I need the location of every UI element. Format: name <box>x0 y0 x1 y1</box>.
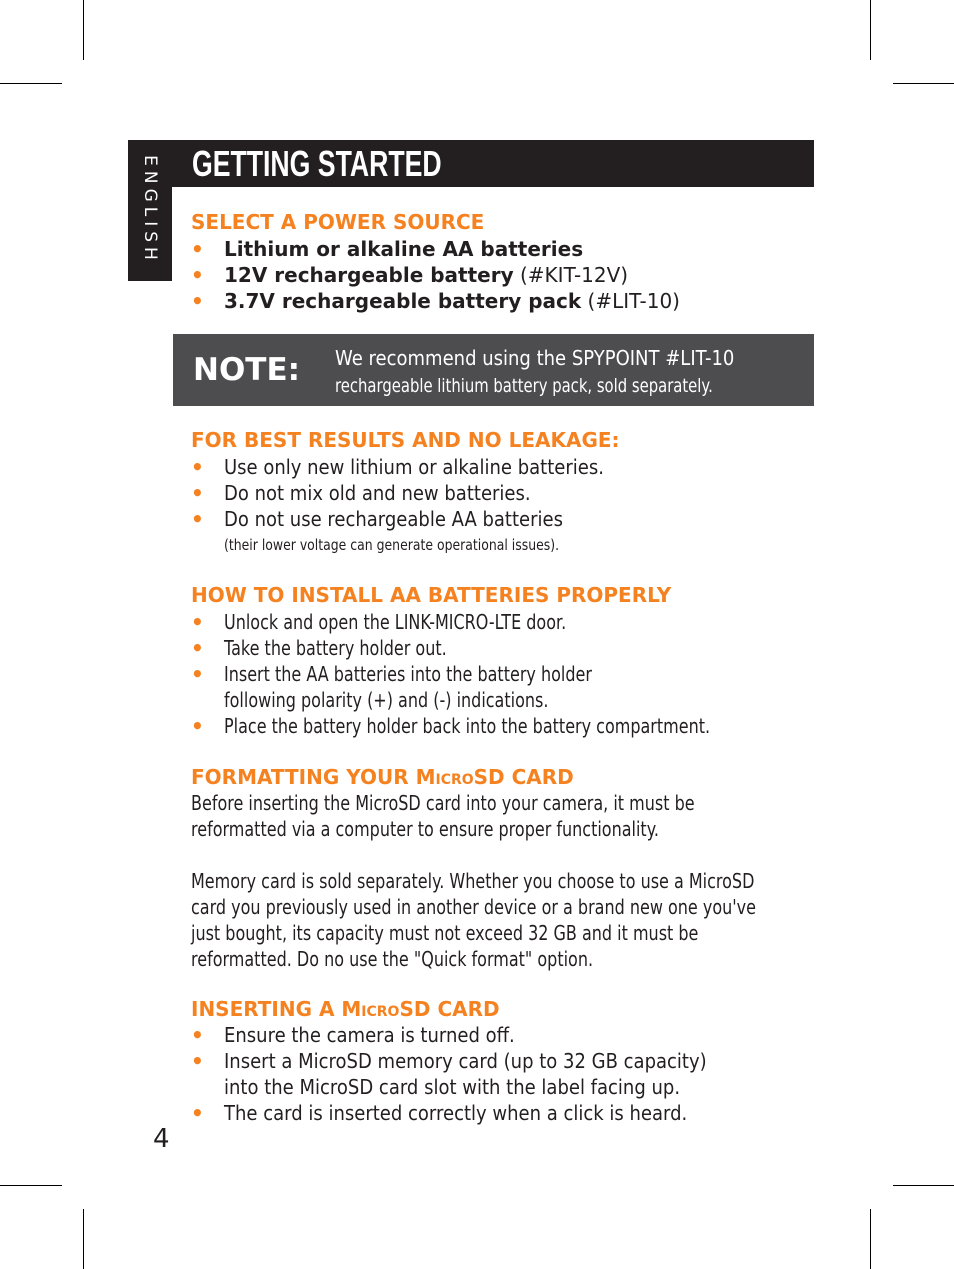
formatting-heading: FORMATTING YOUR MICROSD CARD <box>191 765 574 789</box>
note-box <box>173 334 814 406</box>
bullet-icon: • <box>191 610 204 634</box>
note-text-line1: We recommend using the SPYPOINT #LIT-10 <box>335 346 735 370</box>
section-title: GETTING STARTED <box>192 143 442 184</box>
install-heading: HOW TO INSTALL AA BATTERIES PROPERLY <box>191 583 672 607</box>
list-item-text: Place the battery holder back into the battery compartment. <box>224 714 711 738</box>
crop-mark <box>893 1185 954 1186</box>
best-results-heading: FOR BEST RESULTS AND NO LEAKAGE: <box>191 428 620 452</box>
language-tab <box>128 140 172 281</box>
bullet-icon: • <box>191 1101 204 1125</box>
note-label: NOTE: <box>193 352 301 388</box>
language-tab-label: ENGLISH <box>140 155 160 265</box>
bullet-icon: • <box>191 714 204 738</box>
bullet-icon: • <box>191 289 204 313</box>
list-item-bold: Lithium or alkaline AA batteries <box>224 237 584 261</box>
paragraph-line: reformatted via a computer to ensure proper functionality. <box>191 817 659 841</box>
bullet-icon: • <box>191 455 204 479</box>
paragraph-line: just bought, its capacity must not exceed 32 GB and it must be <box>191 921 699 945</box>
list-item-text: Do not mix old and new batteries. <box>224 481 531 505</box>
list-item-text: (#KIT-12V) <box>513 263 629 287</box>
bullet-icon: • <box>191 481 204 505</box>
power-source-heading: SELECT A POWER SOURCE <box>191 210 485 234</box>
paragraph-line: Memory card is sold separately. Whether you choose to use a MicroSD <box>191 869 755 893</box>
paragraph-line: Before inserting the MicroSD card into your camera, it must be <box>191 791 695 815</box>
crop-mark <box>893 83 954 84</box>
list-item-text: Insert the AA batteries into the battery holder <box>224 662 592 686</box>
list-item-text: Do not use rechargeable AA batteries <box>224 507 563 531</box>
list-item-bold: 12V rechargeable battery <box>224 263 514 287</box>
crop-mark <box>83 1209 84 1269</box>
bullet-icon: • <box>191 263 204 287</box>
title-bar <box>172 140 814 187</box>
bullet-icon: • <box>191 237 204 261</box>
list-item-bold: 3.7V rechargeable battery pack <box>224 289 582 313</box>
bullet-icon: • <box>191 636 204 660</box>
crop-mark <box>83 0 84 60</box>
list-item-text: into the MicroSD card slot with the label facing up. <box>224 1075 681 1099</box>
list-item-text: Take the battery holder out. <box>224 636 447 660</box>
best-results-note: (their lower voltage can generate operational issues). <box>224 536 560 554</box>
list-item-text: (#LIT-10) <box>581 289 680 313</box>
list-item-text: Insert a MicroSD memory card (up to 32 GB capacity) <box>224 1049 707 1073</box>
bullet-icon: • <box>191 1023 204 1047</box>
list-item-text: The card is inserted correctly when a click is heard. <box>224 1101 688 1125</box>
crop-mark <box>870 0 871 60</box>
list-item-text: Use only new lithium or alkaline batteries. <box>224 455 604 479</box>
crop-mark <box>870 1209 871 1269</box>
crop-mark <box>0 83 62 84</box>
page-number: 4 <box>153 1124 170 1154</box>
paragraph-line: card you previously used in another device or a brand new one you've <box>191 895 756 919</box>
list-item-text: Unlock and open the LINK-MICRO-LTE door. <box>224 610 567 634</box>
bullet-icon: • <box>191 1049 204 1073</box>
list-item-text: following polarity (+) and (-) indications. <box>224 688 549 712</box>
paragraph-line: reformatted. Do no use the "Quick format" option. <box>191 947 594 971</box>
crop-mark <box>0 1185 62 1186</box>
list-item-text: Ensure the camera is turned off. <box>224 1023 515 1047</box>
bullet-icon: • <box>191 507 204 531</box>
inserting-heading: INSERTING A MICROSD CARD <box>191 997 500 1021</box>
bullet-icon: • <box>191 662 204 686</box>
note-text-line2: rechargeable lithium battery pack, sold separately. <box>335 375 713 397</box>
